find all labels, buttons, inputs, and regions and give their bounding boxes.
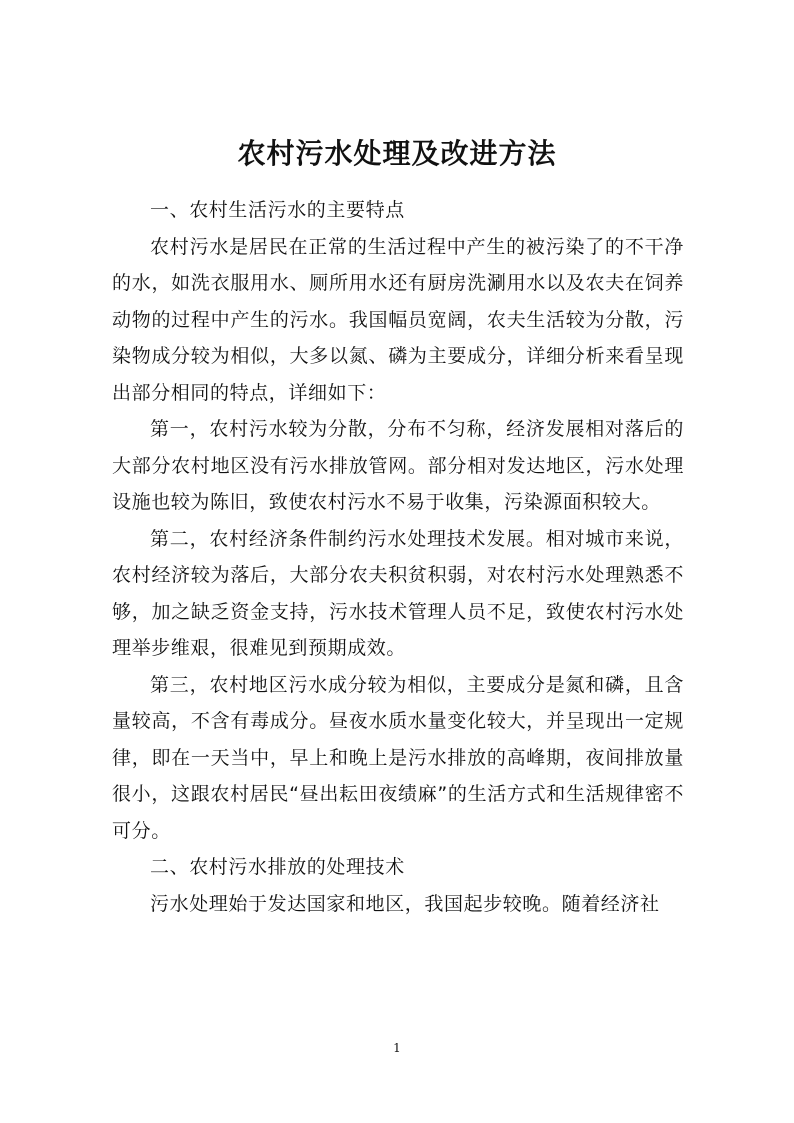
paragraph-intro: 农村污水是居民在正常的生活过程中产生的被污染了的不干净的水，如洗衣服用水、厕所用水还有厨房洗涮用水以及农夫在饲养动物的过程中产生的污水。我国幅员宽阔，农夫生活较为分散，污染物成分较为相似，大多以氮、磷为主要成分，详细分析来看呈现出部分相同的特点，详细如下： [112,235,684,404]
paragraph-point-1: 第一，农村污水较为分散，分布不匀称，经济发展相对落后的大部分农村地区没有污水排放管网。部分相对发达地区，污水处理设施也较为陈旧，致使农村污水不易于收集，污染源面积较大。 [112,418,684,513]
paragraph-point-3: 第三，农村地区污水成分较为相似，主要成分是氮和磷，且含量较高，不含有毒成分。昼夜水质水量变化较大，并呈现出一定规律，即在一天当中，早上和晚上是污水排放的高峰期，夜间排放量很小，这跟农村居民“昼出耘田夜绩麻”的生活方式和生活规律密不可分。 [112,673,684,842]
paragraph-point-2: 第二，农村经济条件制约污水处理技术发展。相对城市来说，农村经济较为落后，大部分农夫积贫积弱，对农村污水处理熟悉不够，加之缺乏资金支持，污水技术管理人员不足，致使农村污水处理举步维艰，很难见到预期成效。 [112,527,684,659]
page-number: 1 [393,1041,401,1055]
document-body [112,192,684,922]
paragraph-continued: 污水处理始于发达国家和地区，我国起步较晚。随着经济社 [150,892,660,915]
section-heading-2: 二、农村污水排放的处理技术 [150,856,405,878]
document-title: 农村污水处理及改进方法 [237,137,557,170]
section-heading-1: 一、农村生活污水的主要特点 [150,199,405,221]
